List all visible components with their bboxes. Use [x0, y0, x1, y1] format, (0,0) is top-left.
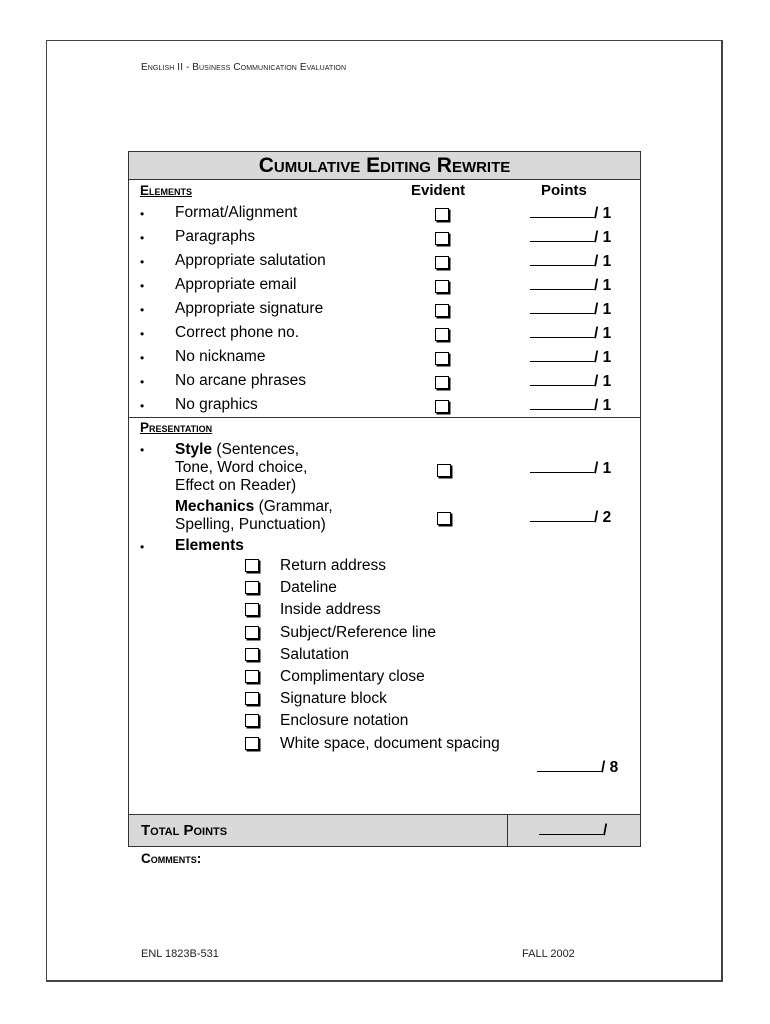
bullet: •: [140, 351, 145, 365]
evident-column-header: Evident: [411, 182, 466, 199]
element-checklist-label: Subject/Reference line: [280, 623, 436, 641]
element-checklist-label: Complimentary close: [280, 668, 425, 685]
element-checkbox[interactable]: [245, 670, 259, 683]
element-label: No arcane phrases: [175, 372, 306, 389]
element-row: [129, 252, 640, 276]
bullet: •: [140, 303, 145, 317]
evident-checkbox[interactable]: [435, 304, 449, 317]
element-checkbox[interactable]: [245, 603, 259, 616]
bullet: •: [140, 279, 145, 293]
mechanics-label: Mechanics: [175, 498, 255, 515]
total-points-label: Total Points: [141, 822, 228, 839]
style-desc-3: Effect on Reader): [175, 477, 297, 494]
element-points: / 1: [530, 348, 611, 367]
element-checkbox[interactable]: [245, 737, 259, 750]
bullet: •: [140, 399, 145, 413]
elements-heading: Elements: [140, 183, 193, 198]
element-points: / 1: [530, 204, 611, 223]
bullet: •: [140, 327, 145, 341]
style-desc-2: Tone, Word choice,: [175, 459, 308, 476]
element-checklist-label: Enclosure notation: [280, 712, 409, 730]
evaluation-form: [128, 151, 641, 847]
element-checkbox[interactable]: [245, 559, 259, 572]
element-checklist-label: Signature block: [280, 690, 387, 708]
bullet: •: [140, 540, 145, 554]
evident-checkbox[interactable]: [435, 376, 449, 389]
mechanics-desc-1: (Grammar,: [254, 498, 333, 515]
element-row: [129, 324, 640, 348]
element-row: [129, 372, 640, 396]
evident-checkbox[interactable]: [435, 232, 449, 245]
element-label: No graphics: [175, 396, 258, 413]
points-column-header: Points: [541, 182, 587, 199]
element-label: Appropriate signature: [175, 300, 324, 317]
bullet: •: [140, 443, 145, 457]
total-points-row: [129, 814, 640, 846]
element-checkbox[interactable]: [245, 648, 259, 661]
element-row: [129, 276, 640, 300]
element-row: [129, 204, 640, 228]
element-label: Correct phone no.: [175, 324, 300, 341]
presentation-elements-points: / 8: [537, 758, 618, 777]
style-checkbox[interactable]: [437, 464, 451, 477]
term: FALL 2002: [522, 948, 575, 960]
element-checklist-label: White space, document spacing: [280, 734, 500, 752]
evident-checkbox[interactable]: [435, 208, 449, 221]
element-label: Appropriate email: [175, 276, 297, 293]
element-checkbox[interactable]: [245, 714, 259, 727]
element-points: / 1: [530, 324, 611, 343]
element-label: Paragraphs: [175, 228, 256, 245]
element-points: / 1: [530, 228, 611, 247]
element-checklist-label: Inside address: [280, 601, 381, 619]
mechanics-checkbox[interactable]: [437, 512, 451, 525]
bullet: •: [140, 375, 145, 389]
element-points: / 1: [530, 396, 611, 415]
bullet: •: [140, 231, 145, 245]
evident-checkbox[interactable]: [435, 256, 449, 269]
presentation-heading: Presentation: [140, 420, 213, 435]
element-label: Format/Alignment: [175, 204, 298, 221]
element-row: [129, 348, 640, 372]
element-checkbox[interactable]: [245, 581, 259, 594]
style-desc-1: (Sentences,: [212, 441, 300, 458]
style-criterion: [175, 441, 307, 495]
total-points-value: /: [539, 821, 607, 840]
style-points: / 1: [530, 459, 611, 478]
evident-checkbox[interactable]: [435, 352, 449, 365]
mechanics-desc-2: Spelling, Punctuation): [175, 516, 326, 533]
style-label: Style: [175, 441, 213, 458]
element-row: [129, 228, 640, 252]
mechanics-points: / 2: [530, 508, 611, 527]
course-code: ENL 1823B-531: [141, 948, 219, 960]
page-header: English II - Business Communication Evaluation: [141, 62, 347, 73]
element-points: / 1: [530, 372, 611, 391]
element-checklist-label: Dateline: [280, 579, 337, 597]
bullet: •: [140, 207, 145, 221]
element-checklist-label: Salutation: [280, 645, 349, 663]
form-title: Cumulative Editing Rewrite: [129, 152, 640, 180]
bullet: •: [140, 255, 145, 269]
evident-checkbox[interactable]: [435, 328, 449, 341]
element-row: [129, 300, 640, 324]
evident-checkbox[interactable]: [435, 280, 449, 293]
element-label: No nickname: [175, 348, 266, 365]
section-divider: [129, 417, 640, 418]
element-checkbox[interactable]: [245, 626, 259, 639]
total-separator: [507, 815, 508, 846]
elements-sublabel: Elements: [175, 537, 244, 554]
element-points: / 1: [530, 252, 611, 271]
mechanics-criterion: [175, 498, 333, 534]
element-label: Appropriate salutation: [175, 252, 326, 269]
element-checkbox[interactable]: [245, 692, 259, 705]
comments-label: Comments:: [141, 851, 202, 866]
element-points: / 1: [530, 300, 611, 319]
element-points: / 1: [530, 276, 611, 295]
evident-checkbox[interactable]: [435, 400, 449, 413]
element-checklist-label: Return address: [280, 557, 386, 574]
